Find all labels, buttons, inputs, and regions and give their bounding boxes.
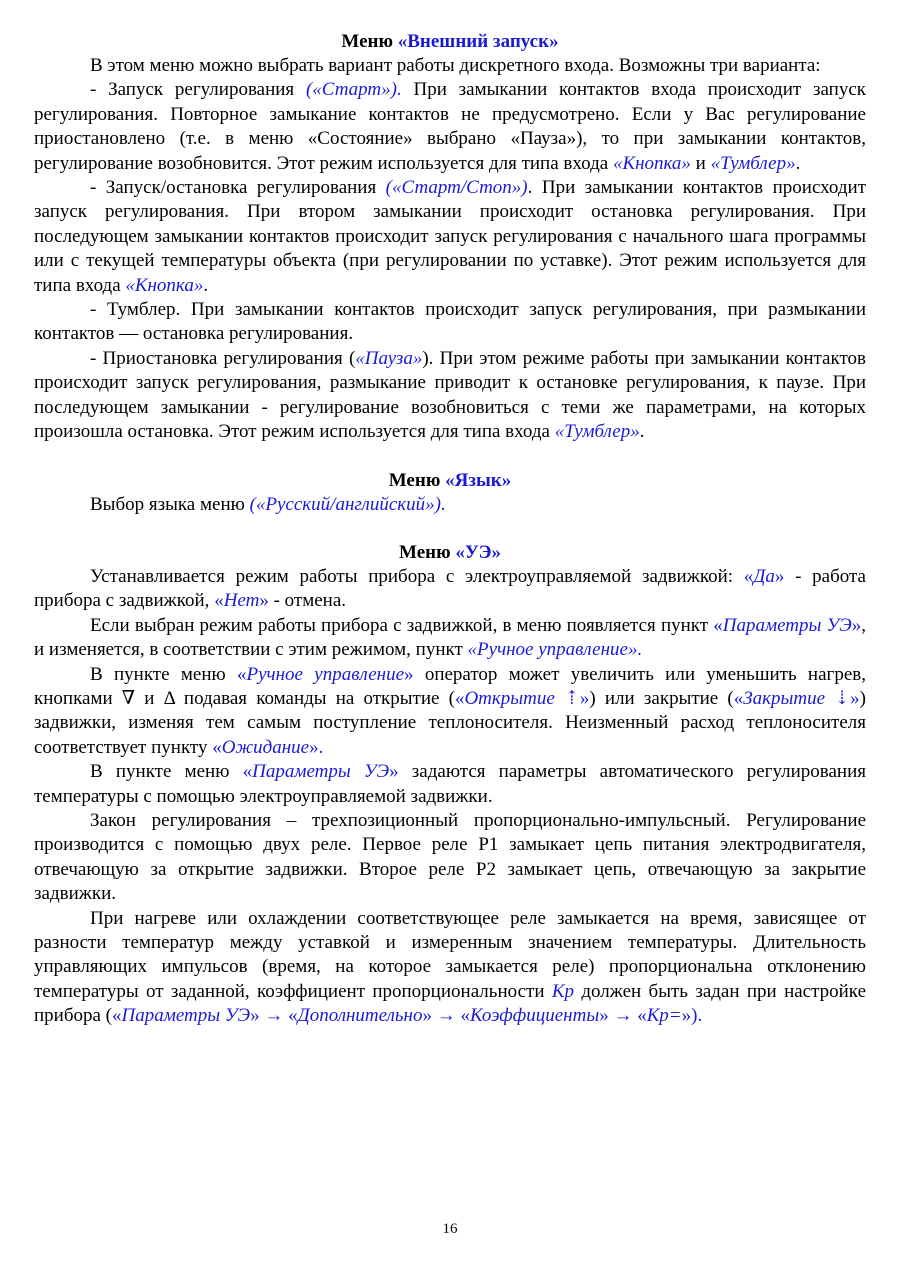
text: - Запуск/остановка регулирования xyxy=(90,177,386,199)
paragraph xyxy=(34,176,866,298)
title-menu-name: «УЭ» xyxy=(455,541,501,563)
italic-term: Дополнительно xyxy=(297,1005,423,1027)
spacer xyxy=(34,445,866,469)
italic-term: «Тумблер» xyxy=(554,421,640,443)
paragraph: В этом меню можно выбрать вариант работы дискретного входа. Возможны три варианта: xyxy=(90,55,821,76)
text: , и изменяется, в соответствии с этим режимом, пункт xyxy=(34,614,867,661)
italic-term: Параметры УЭ xyxy=(722,614,852,636)
italic-term: («Русский/английский»). xyxy=(249,493,446,515)
italic-term: «Ручное управление». xyxy=(467,639,643,661)
page-number: 16 xyxy=(442,1221,458,1237)
quote: « xyxy=(112,1005,122,1027)
section-title-language xyxy=(34,469,866,493)
spacer xyxy=(34,517,866,541)
paragraph xyxy=(34,347,866,445)
text: - Запуск регулирования xyxy=(90,79,306,101)
italic-term: Ручное управление xyxy=(246,663,405,685)
paragraph: Закон регулирования – трехпозиционный пропорционально-импульсный. Регулирование производится с помощью двух реле. Первое реле Р1 замыкает цепь питания электродвигателя, отвечающую за открытие задвижки. Второе реле Р2 замыкает цепь, отвечающую за закрытие задвижки. xyxy=(34,809,866,905)
italic-term: «Пауза» xyxy=(355,347,423,369)
quote: « xyxy=(214,590,224,612)
text: . xyxy=(639,421,645,443)
section-title-ue xyxy=(34,541,866,565)
text: Если выбран режим работы прибора с задвижкой, в меню появляется пункт xyxy=(90,614,714,636)
text: ) задвижки, изменяя тем самым поступление теплоносителя. Неизменный расход теплоносителя соответствует пункту xyxy=(34,687,866,758)
italic-term: Параметры УЭ xyxy=(121,1005,251,1027)
paragraph xyxy=(34,78,866,176)
text: Выбор языка меню xyxy=(90,493,250,515)
italic-term: Закрытие ⇣ xyxy=(743,687,851,709)
italic-term: Параметры УЭ xyxy=(252,761,390,783)
title-prefix: Меню xyxy=(388,469,446,491)
italic-term: Кр xyxy=(551,980,574,1002)
text: и xyxy=(690,152,711,174)
title-menu-name: «Язык» xyxy=(445,469,512,491)
quote-arrow: » → « xyxy=(422,1005,470,1027)
paragraph xyxy=(34,493,866,517)
text: При замыкании контактов входа происходит запуск регулирования. Повторное замыкание контактов не предусмотрено. Если у Вас регулирование приостановлено (т.е. в меню «Состояние» выбрано «Пауза»), то при замыкании контактов, регулирование возобновится. Этот режим используется для типа входа xyxy=(34,79,866,174)
text: . При замыкании контактов происходит запуск регулирования. При втором замыкании происходит остановка регулирования. При последующем замыкании контактов происходит запуск регулирования с начального шага программы или с текущей температуры объекта (при регулировании по уставке). Этот режим используется для типа входа xyxy=(34,177,866,296)
quote: » xyxy=(259,590,269,612)
paragraph xyxy=(34,663,866,761)
italic-term: («Старт»). xyxy=(305,79,402,101)
quote: » xyxy=(389,761,399,783)
quote: « xyxy=(242,761,253,783)
text: оператор может увеличить или уменьшить нагрев, кнопками ∇ и Δ подавая команды на открытие ( xyxy=(34,663,866,709)
italic-term: Ожидание xyxy=(221,736,310,758)
text: При нагреве или охлаждении соответствующее реле замыкается на время, зависящее от разности температур между уставкой и измеренным значением температуры. Длительность управляющих импульсов (время, на которое замыкается реле) пропорциональна отклонению температуры от заданной, коэффициент пропорциональности xyxy=(34,907,866,1002)
text: - отмена. xyxy=(268,590,346,612)
quote: « xyxy=(454,687,465,709)
text: Устанавливается режим работы прибора с электроуправляемой задвижкой: xyxy=(90,565,744,587)
paragraph xyxy=(34,565,866,614)
italic-term: Кр= xyxy=(646,1005,682,1027)
text: В пункте меню xyxy=(90,761,243,783)
paragraph xyxy=(34,907,866,1029)
paragraph xyxy=(34,614,866,663)
italic-term: «Кнопка» xyxy=(612,152,691,174)
quote: « xyxy=(212,736,222,758)
title-prefix: Меню xyxy=(341,31,398,52)
quote: » xyxy=(579,687,590,709)
italic-term: («Старт/Стоп») xyxy=(385,177,528,199)
quote-arrow: » → « xyxy=(250,1005,298,1027)
quote: » xyxy=(850,687,860,709)
document-page xyxy=(34,30,866,1029)
text: В пункте меню xyxy=(90,663,237,685)
italic-term: «Кнопка» xyxy=(125,274,204,296)
quote: ». xyxy=(309,736,324,758)
section-title-external-start xyxy=(34,30,866,54)
title-menu-name: «Внешний запуск» xyxy=(397,31,559,52)
quote: » xyxy=(851,614,862,636)
title-prefix: Меню xyxy=(399,541,456,563)
quote-arrow: » → « xyxy=(599,1005,647,1027)
quote: « xyxy=(733,687,744,709)
text: задаются параметры автоматического регулирования температуры с помощью электроуправляемой задвижки. xyxy=(34,761,867,807)
quote: »). xyxy=(681,1005,703,1027)
quote: « xyxy=(237,663,247,685)
text: должен быть задан при настройке прибора ( xyxy=(34,980,866,1027)
italic-term: Коэффициенты xyxy=(469,1005,600,1027)
text: . xyxy=(203,274,209,296)
paragraph: - Тумблер. При замыкании контактов происходит запуск регулирования, при размыкании контактов — остановка регулирования. xyxy=(34,299,866,345)
italic-term: Открытие ⇡ xyxy=(464,687,580,709)
text: . xyxy=(795,152,801,174)
italic-term: Нет xyxy=(223,590,260,612)
paragraph xyxy=(34,760,866,809)
quote: » xyxy=(404,663,414,685)
text: ) или закрытие ( xyxy=(589,687,734,709)
text: ). При этом режиме работы при замыкании контактов происходит запуск регулирования, размыкание приводит к остановке регулирования, к паузе. При последующем замыкании - регулирование возобновиться с теми же параметрами, на которых произошла остановка. Этот режим используется для типа входа xyxy=(34,347,866,443)
text: - работа прибора с задвижкой, xyxy=(34,565,866,612)
italic-term: Да xyxy=(753,565,775,587)
text: - Приостановка регулирования ( xyxy=(90,347,356,369)
quote: » xyxy=(774,565,785,587)
quote: « xyxy=(713,614,723,636)
quote: « xyxy=(743,565,754,587)
italic-term: «Тумблер» xyxy=(710,152,796,174)
